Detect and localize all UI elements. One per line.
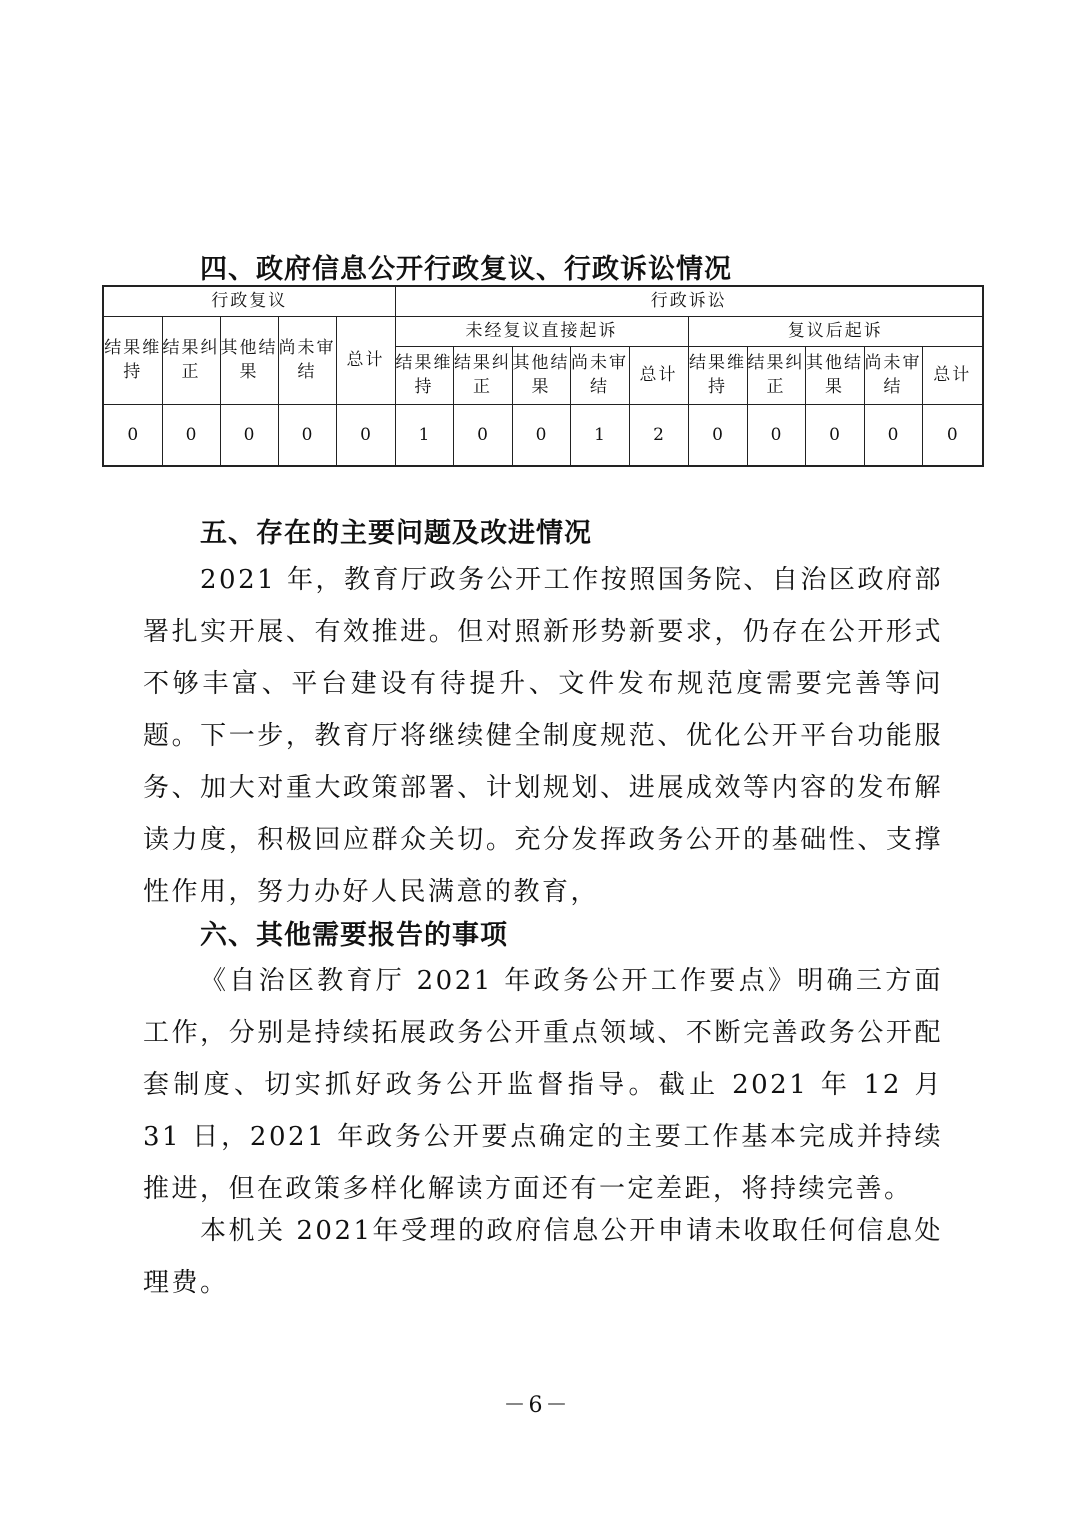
after-col-total: 总计 bbox=[922, 346, 983, 404]
review-litigation-table bbox=[102, 285, 984, 467]
section-6-paragraph-2: 本机关 2021年受理的政府信息公开申请未收取任何信息处理费。 bbox=[143, 1216, 943, 1298]
section-6-paragraph-1: 《自治区教育厅 2021 年政务公开工作要点》明确三方面工作，分别是持续拓展政务公开重点领域、不断完善政务公开配套制度、切实抓好政务公开监督指导。截止 2021 年 12 月 31 日，2021 年政务公开要点确定的主要工作基本完成并持续推进，但在政策多样化解读方面还有一定差距，将持续完善。 bbox=[143, 966, 943, 1204]
direct-col-total: 总计 bbox=[629, 346, 688, 404]
review-col-total: 总计 bbox=[336, 316, 395, 404]
value-cell: 0 bbox=[512, 404, 570, 466]
review-col-pending: 尚未审结 bbox=[278, 316, 336, 404]
review-col-other: 其他结果 bbox=[220, 316, 278, 404]
section-4-heading: 四、政府信息公开行政复议、行政诉讼情况 bbox=[200, 254, 732, 285]
after-col-other: 其他结果 bbox=[805, 346, 864, 404]
direct-col-other: 其他结果 bbox=[512, 346, 570, 404]
value-cell: 2 bbox=[629, 404, 688, 466]
value-cell: 0 bbox=[805, 404, 864, 466]
value-cell: 1 bbox=[570, 404, 629, 466]
after-col-corrected: 结果纠正 bbox=[747, 346, 805, 404]
value-cell: 0 bbox=[747, 404, 805, 466]
after-col-pending: 尚未审结 bbox=[864, 346, 922, 404]
admin-review-header: 行政复议 bbox=[103, 286, 395, 316]
value-cell: 0 bbox=[336, 404, 395, 466]
page-number: －6－ bbox=[503, 1393, 571, 1418]
direct-suit-header: 未经复议直接起诉 bbox=[395, 316, 688, 346]
section-6-heading: 六、其他需要报告的事项 bbox=[200, 920, 508, 951]
value-cell: 0 bbox=[220, 404, 278, 466]
section-5-paragraph: 2021 年，教育厅政务公开工作按照国务院、自治区政府部署扎实开展、有效推进。但对照新形势新要求，仍存在公开形式不够丰富、平台建设有待提升、文件发布规范度需要完善等问题。下一步，教育厅将继续健全制度规范、优化公开平台功能服务、加大对重大政策部署、计划规划、进展成效等内容的发布解读力度，积极回应群众关切。充分发挥政务公开的基础性、支撑性作用，努力办好人民满意的教育， bbox=[143, 565, 943, 907]
value-cell: 0 bbox=[922, 404, 983, 466]
direct-col-corrected: 结果纠正 bbox=[453, 346, 512, 404]
review-col-upheld: 结果维持 bbox=[103, 316, 162, 404]
admin-litigation-header: 行政诉讼 bbox=[395, 286, 983, 316]
value-cell: 0 bbox=[278, 404, 336, 466]
section-5-heading: 五、存在的主要问题及改进情况 bbox=[200, 518, 592, 549]
value-cell: 0 bbox=[162, 404, 220, 466]
after-col-upheld: 结果维持 bbox=[688, 346, 747, 404]
direct-col-pending: 尚未审结 bbox=[570, 346, 629, 404]
value-cell: 1 bbox=[395, 404, 453, 466]
value-cell: 0 bbox=[103, 404, 162, 466]
value-cell: 0 bbox=[864, 404, 922, 466]
direct-col-upheld: 结果维持 bbox=[395, 346, 453, 404]
value-cell: 0 bbox=[453, 404, 512, 466]
after-review-suit-header: 复议后起诉 bbox=[688, 316, 983, 346]
review-col-corrected: 结果纠正 bbox=[162, 316, 220, 404]
value-cell: 0 bbox=[688, 404, 747, 466]
